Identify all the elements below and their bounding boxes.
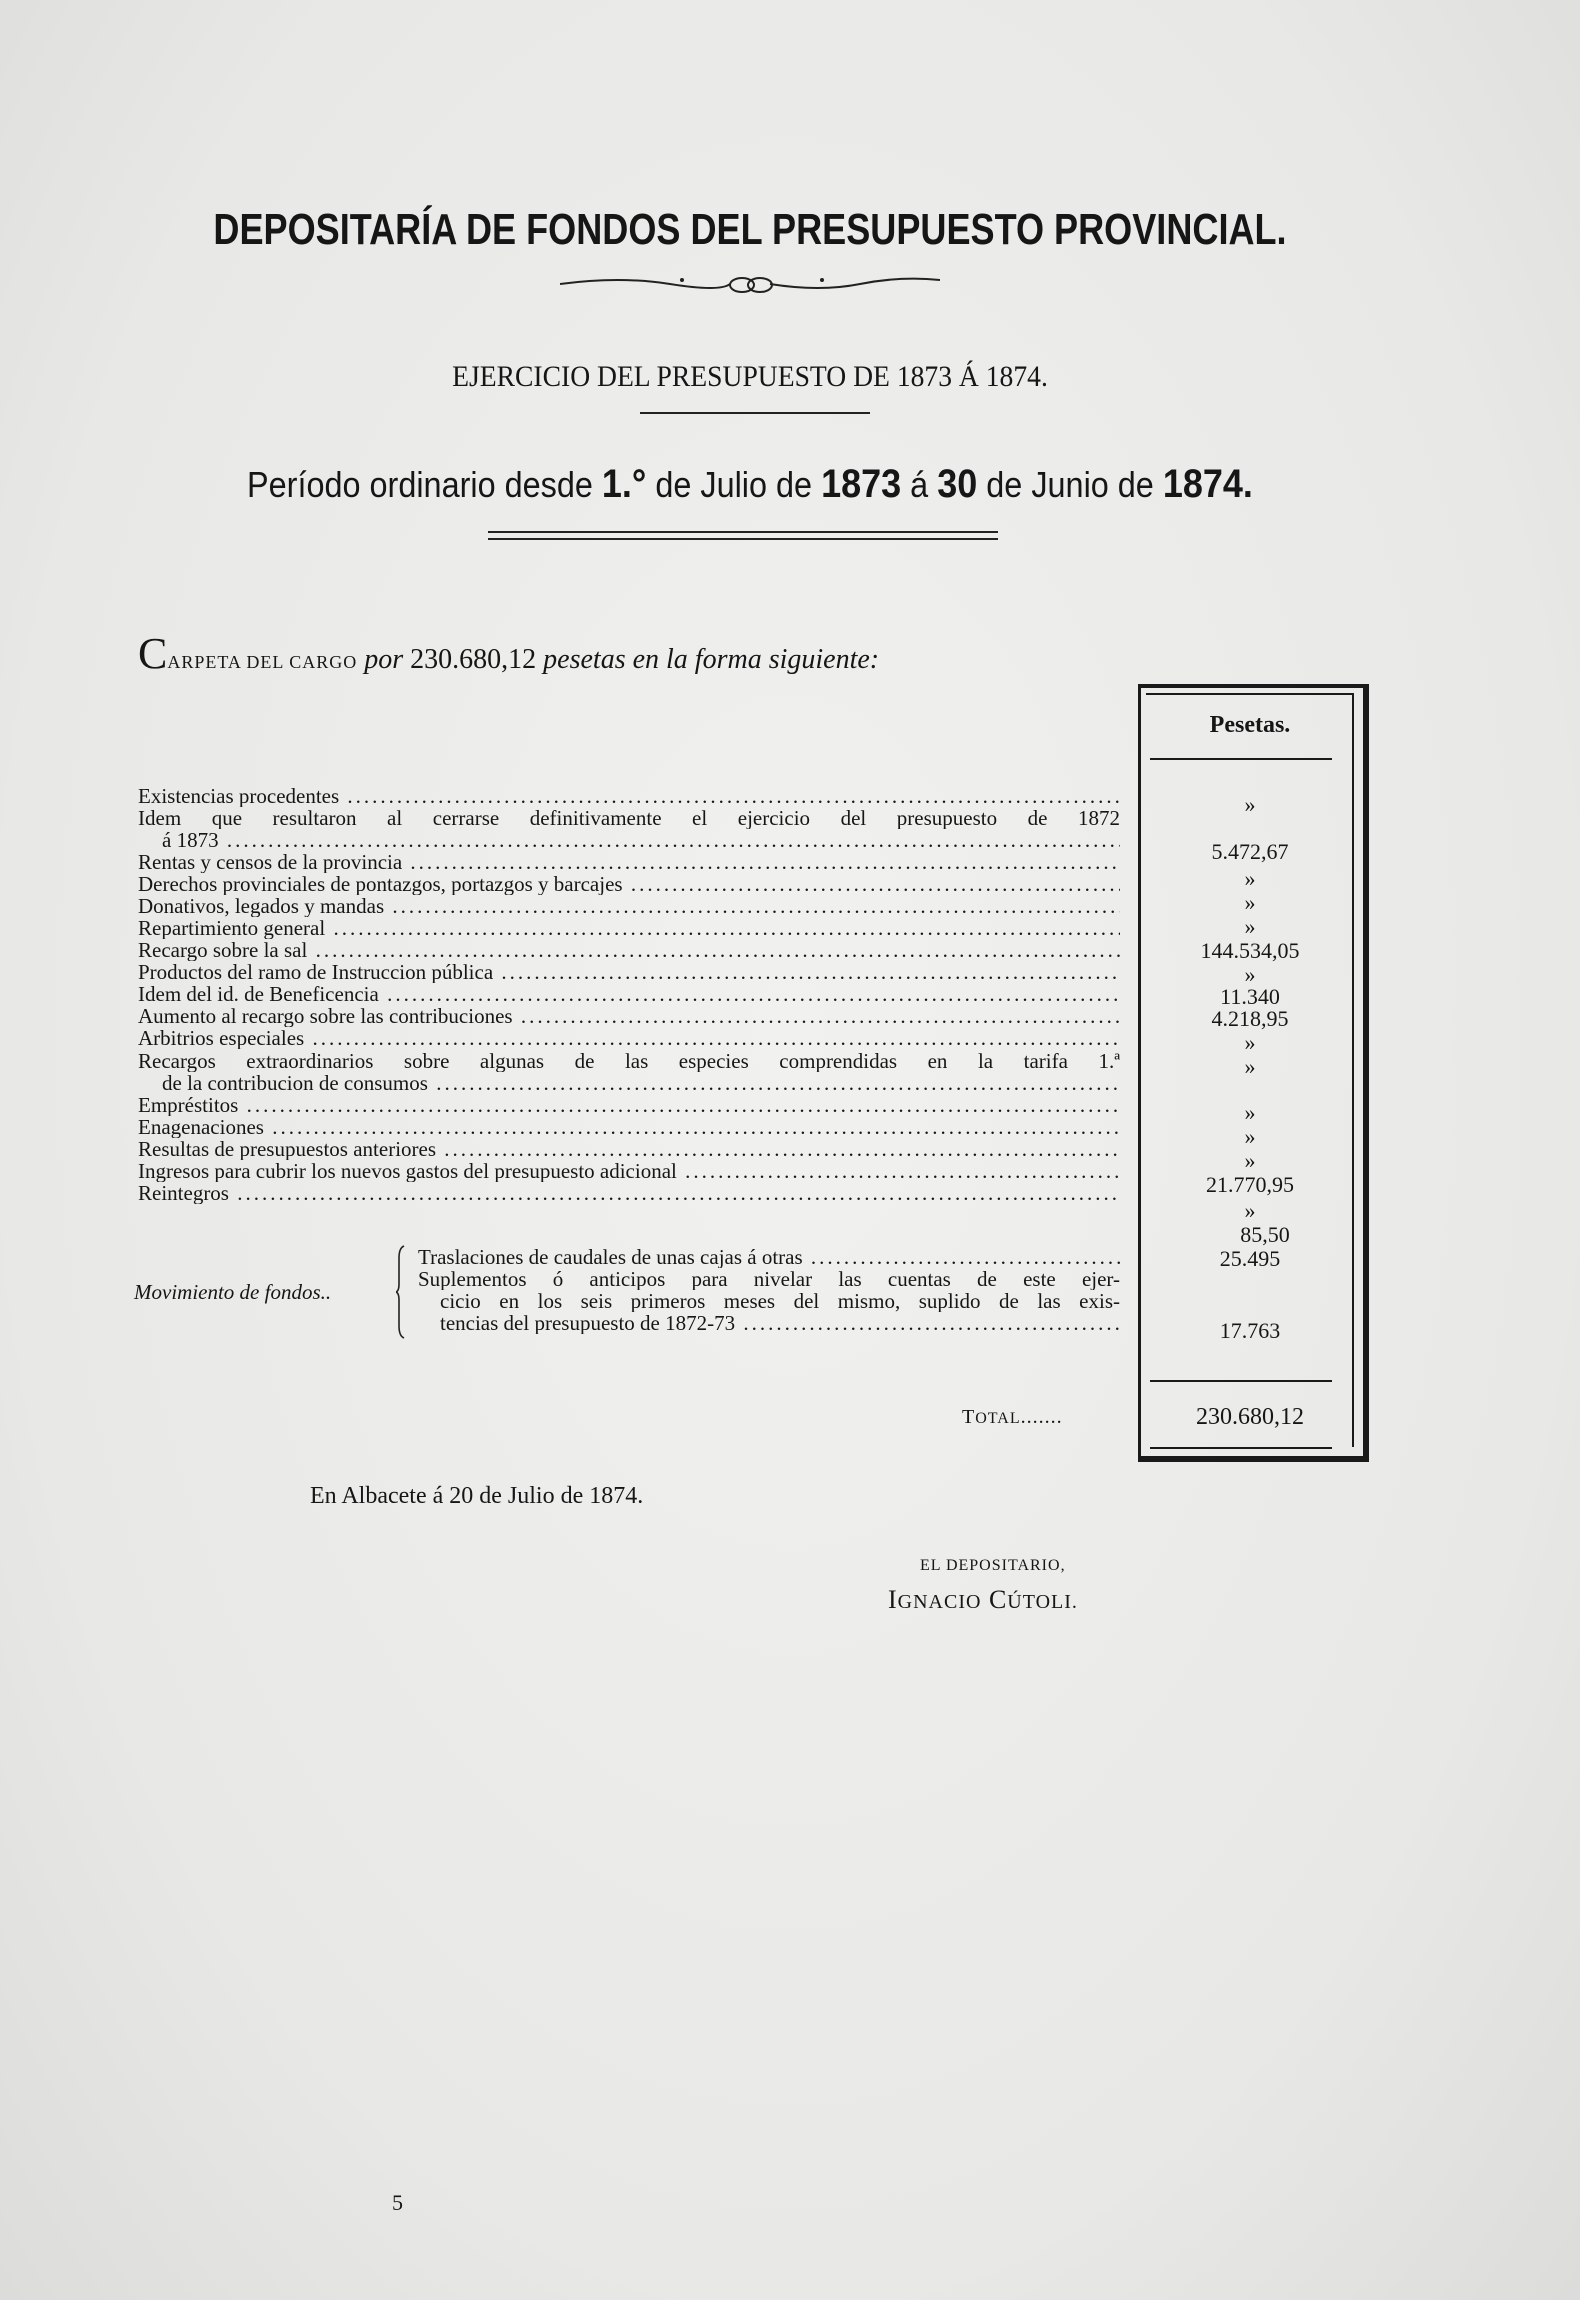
item-row: Arbitrios especiales .....: [138, 1027, 1120, 1049]
item-row: Idem que resultaron al cerrarse definitivamente el ejercicio del presupuesto de 1872: [138, 807, 1120, 829]
amount-value: »: [1244, 1030, 1256, 1055]
amount-value: 11.340: [1220, 984, 1280, 1009]
amount-value: »: [1244, 890, 1256, 915]
drop-cap: C: [138, 629, 168, 678]
item-row: Reintegros .....: [138, 1182, 1120, 1204]
amount-value: 25.495: [1219, 1246, 1281, 1271]
carpeta-por: por: [364, 644, 404, 675]
place-date: En Albacete á 20 de Julio de 1874.: [310, 1483, 644, 1509]
item-row: Aumento al recargo sobre las contribuciones .....: [138, 1005, 1120, 1027]
period-year-end: 1874.: [1162, 462, 1253, 506]
item-row: Repartimiento general .....: [138, 917, 1120, 939]
item-row: Productos del ramo de Instruccion pública .....: [138, 961, 1120, 983]
amount-value: »: [1244, 1124, 1256, 1149]
budget-subtitle: EJERCICIO DEL PRESUPUESTO DE 1873 Á 1874.: [452, 360, 1048, 393]
period-day-end: 30: [937, 462, 978, 506]
period-text: Período ordinario desde: [247, 464, 593, 505]
double-rule-bottom: [488, 538, 998, 540]
period-text: á: [910, 464, 929, 505]
movimiento-line: Suplementos ó anticipos para nivelar las cuentas de este ejer-: [418, 1268, 1120, 1290]
curly-brace-icon: [396, 1244, 406, 1340]
pesetas-header: Pesetas.: [1209, 712, 1291, 738]
item-row: Recargos extraordinarios sobre algunas de las especies comprendidas en la tarifa 1.ª: [138, 1050, 1120, 1072]
item-row: Rentas y censos de la provincia .....: [138, 851, 1120, 873]
item-row: Empréstitos .....: [138, 1094, 1120, 1116]
period-text: de Junio de: [986, 464, 1154, 505]
amount-value: 144.534,05: [1200, 938, 1300, 963]
item-row: Derechos provinciales de pontazgos, portazgos y barcajes .....: [138, 873, 1120, 895]
double-rule-top: [488, 531, 998, 533]
amount-value: »: [1244, 1054, 1256, 1079]
page-number: 5: [392, 2190, 403, 2215]
amount-value: »: [1244, 1148, 1256, 1173]
period-year-start: 1873: [821, 462, 902, 506]
header-rule: [1150, 758, 1332, 760]
period-text: de Julio de: [655, 464, 813, 505]
carpeta-heading: [138, 628, 879, 679]
item-row: Ingresos para cubrir los nuevos gastos del presupuesto adicional .....: [138, 1160, 1120, 1182]
item-row: Idem del id. de Beneficencia .....: [138, 983, 1120, 1005]
amount-value: 5.472,67: [1211, 839, 1289, 864]
amount-value: »: [1244, 866, 1256, 891]
amount-value: 17.763: [1219, 1318, 1281, 1343]
amount-value: »: [1244, 914, 1256, 939]
ornament-divider-icon: [560, 270, 940, 294]
item-row: Enagenaciones .....: [138, 1116, 1120, 1138]
amount-value: 85,50: [1240, 1222, 1290, 1247]
total-label: TOTAL.......: [962, 1406, 1063, 1428]
carpeta-smallcaps: ARPETA DEL CARGO: [167, 652, 358, 672]
carpeta-rest: pesetas en la forma siguiente:: [543, 644, 880, 675]
item-row: Existencias procedentes .....: [138, 785, 1120, 807]
signer-title: EL DEPOSITARIO,: [920, 1557, 1066, 1574]
total-value: 230.680,12: [1196, 1404, 1304, 1430]
amount-value: »: [1244, 962, 1256, 987]
sum-rule: [1150, 1380, 1332, 1382]
movimiento-label: Movimiento de fondos..: [134, 1280, 332, 1304]
item-row: Resultas de presupuestos anteriores .....: [138, 1138, 1120, 1160]
carpeta-amount: 230.680,12: [410, 644, 537, 675]
item-row: Recargo sobre la sal .....: [138, 939, 1120, 961]
document-title: DEPOSITARÍA DE FONDOS DEL PRESUPUESTO PROVINCIAL.: [213, 205, 1287, 254]
amount-value: »: [1244, 1100, 1256, 1125]
item-row: á 1873 .....: [138, 829, 1120, 851]
item-row: Donativos, legados y mandas .....: [138, 895, 1120, 917]
signer-name: IGNACIO CÚTOLI.: [888, 1585, 1078, 1614]
divider-rule: [640, 412, 870, 414]
period-day-start: 1.°: [601, 462, 647, 506]
amount-value: 4.218,95: [1211, 1006, 1289, 1031]
amount-value: 21.770,95: [1206, 1172, 1294, 1197]
period-line: [75, 462, 1425, 507]
amount-value: »: [1244, 1198, 1256, 1223]
movimiento-line: cicio en los seis primeros meses del mismo, suplido de las exis-: [440, 1290, 1120, 1312]
item-row: de la contribucion de consumos .....: [138, 1072, 1120, 1094]
total-rule: [1150, 1447, 1332, 1449]
amount-value: »: [1244, 792, 1256, 817]
movimiento-line: tencias del presupuesto de 1872-73 .....: [440, 1312, 1120, 1334]
movimiento-line: Traslaciones de caudales de unas cajas á otras .....: [418, 1246, 1120, 1268]
